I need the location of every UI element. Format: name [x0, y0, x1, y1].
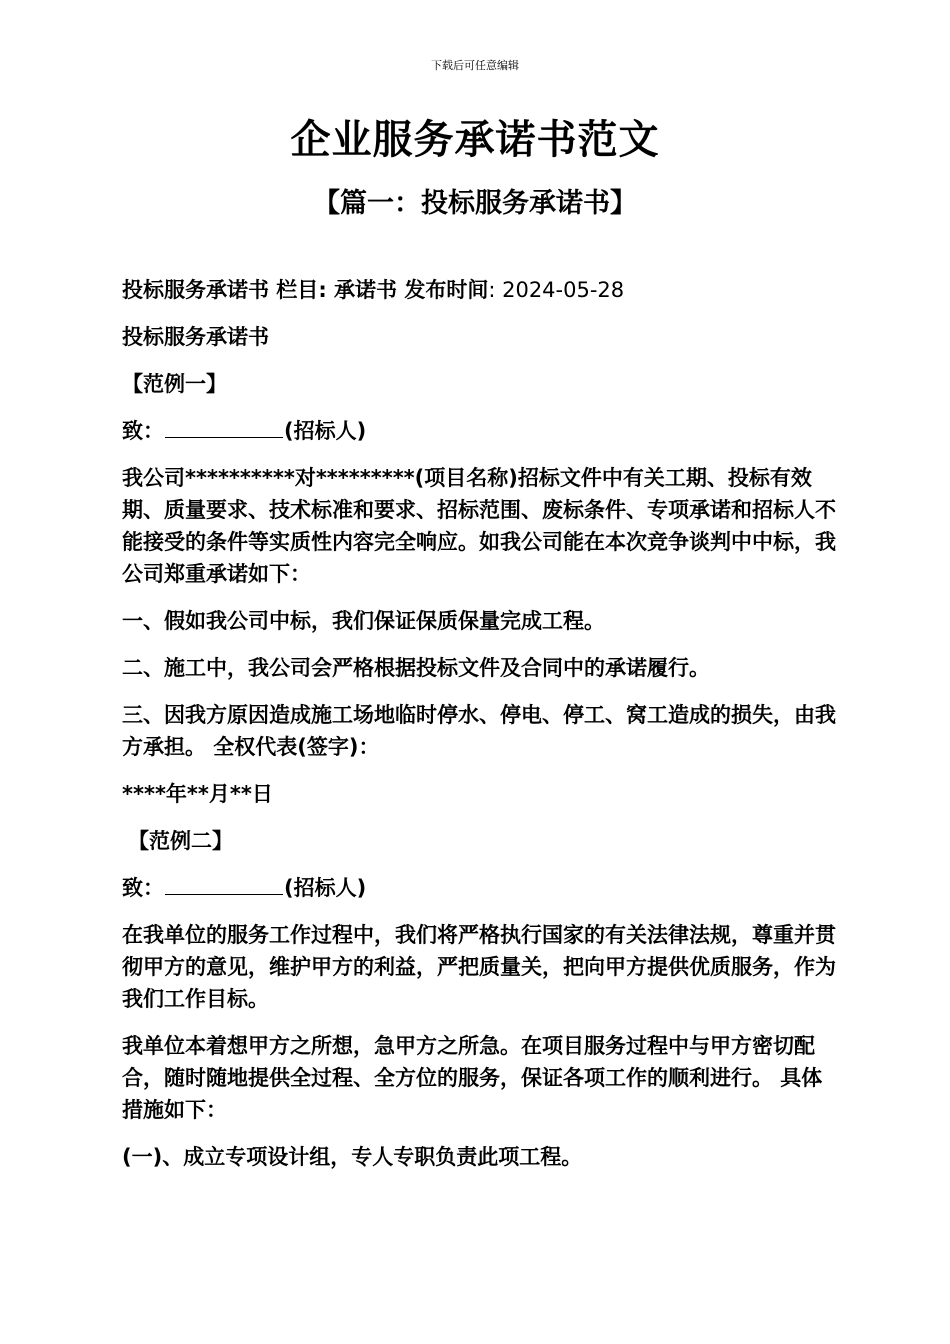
example1-item-1: 一、假如我公司中标，我们保证保质保量完成工程。 — [122, 609, 605, 633]
section-heading: 投标服务承诺书 — [122, 325, 269, 349]
example2-label: 【范例二】 — [128, 829, 233, 853]
example1-date-line: ****年**月**日 — [122, 782, 273, 806]
example2-item-1: (一)、成立专项设计组，专人专职负责此项工程。 — [122, 1145, 583, 1169]
example1-item-2: 二、施工中，我公司会严格根据投标文件及合同中的承诺履行。 — [122, 656, 710, 680]
meta-label-publish: : 承诺书 发布时间 — [318, 278, 489, 302]
meta-label-column: 投标服务承诺书 栏目 — [122, 278, 319, 302]
example1-item-3: 三、因我方原因造成施工场地临时停水、停电、停工、窝工造成的损失，由我方承担。 全权代表(签字)： — [122, 703, 836, 759]
document-subtitle: 【篇一：投标服务承诺书】 — [313, 188, 637, 219]
blank-line — [165, 874, 283, 895]
addressee-prefix: 致： — [122, 876, 164, 900]
example2-paragraph-2: 我单位本着想甲方之所想，急甲方之所急。在项目服务过程中与甲方密切配合，随时随地提供全过程、全方位的服务，保证各项工作的顺利进行。 具体措施如下： — [122, 1034, 823, 1122]
header-note: 下载后可任意编辑 — [431, 59, 519, 72]
document-body — [116, 274, 838, 1188]
example2-paragraph-1: 在我单位的服务工作过程中，我们将严格执行国家的有关法律法规，尊重并贯彻甲方的意见，维护甲方的利益，严把质量关，把向甲方提供优质服务，作为我们工作目标。 — [122, 923, 836, 1011]
document-title: 企业服务承诺书范文 — [290, 117, 660, 163]
example2-addressee — [116, 872, 838, 904]
example1-addressee — [116, 415, 838, 447]
blank-line — [165, 417, 283, 438]
addressee-prefix: 致： — [122, 419, 164, 443]
meta-line — [116, 274, 838, 306]
example1-intro: 我公司**********对*********(项目名称)招标文件中有关工期、投标有效期、质量要求、技术标准和要求、招标范围、废标条件、专项承诺和招标人不能接受的条件等实质性内容完全响应。如我公司能在本次竞争谈判中中标，我公司郑重承诺如下： — [122, 466, 836, 586]
addressee-suffix: (招标人) — [284, 419, 367, 443]
addressee-suffix: (招标人) — [284, 876, 367, 900]
example1-label: 【范例一】 — [122, 372, 227, 396]
meta-date: : 2024-05-28 — [488, 278, 625, 302]
